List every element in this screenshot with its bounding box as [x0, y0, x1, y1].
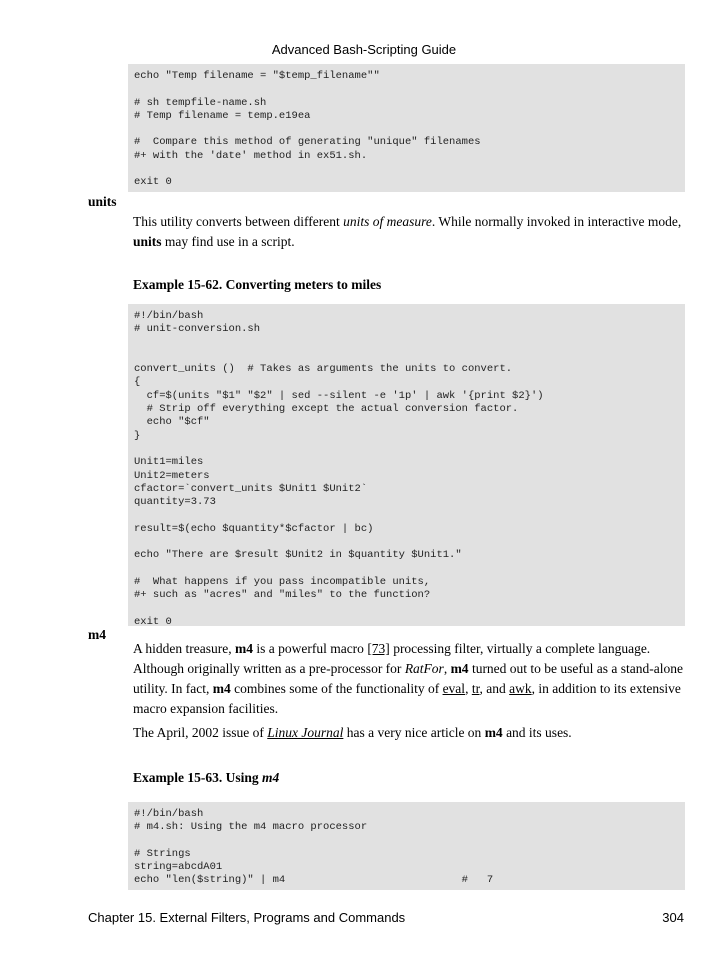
units-command-bold: units [133, 234, 162, 249]
units-of-measure-em: units of measure [343, 214, 432, 229]
m4-sep-2: , and [479, 681, 510, 696]
tr-link[interactable]: tr [471, 681, 480, 696]
m4-text-h: combines some of the functionality of [230, 681, 443, 696]
m4-bold-1: m4 [234, 641, 253, 656]
footer-chapter-title: Chapter 15. External Filters, Programs and Commands [88, 910, 406, 925]
m4-text-d: Although originally written as a pre-processor for [133, 661, 405, 676]
footer-page-number: 304 [662, 910, 684, 925]
example-15-63-prefix: Example 15-63. Using [133, 770, 263, 785]
m4-text-i: , in addition to its extensive [531, 681, 681, 696]
m4-text-c: processing filter, virtually a complete language. [389, 641, 651, 656]
m4-sep-1: , [465, 681, 472, 696]
m4-p2-bold: m4 [484, 725, 503, 740]
page-header: Advanced Bash-Scripting Guide [271, 42, 457, 57]
m4-p2-text-b: has a very nice article on [343, 725, 485, 740]
units-text-1: This utility converts between different [133, 214, 344, 229]
m4-p2-text-c: and its uses. [502, 725, 572, 740]
m4-text-b: is a powerful macro [252, 641, 368, 656]
m4-text-e: , [443, 661, 451, 676]
m4-bold-2: m4 [450, 661, 469, 676]
code-block-unit-conversion: #!/bin/bash # unit-conversion.sh convert_units () # Takes as arguments the units to convert. { cf=$(units "$1" "$2" | sed --silent -e '1p' | awk '{print $2}') # Strip off everything except the actual conversion factor. echo "$cf" } Unit1=miles Unit2=meters cfactor=`convert_units $Unit1 $Unit2` quantity=3.73 result=$(echo $quantity*$cfactor | bc) echo "There are $result $Unit2 in $quantity $Unit1." # What happens if you pass incompatible units, #+ such as "acres" and "miles" to the function? exit 0 [128, 304, 685, 626]
m4-linux-journal-paragraph [133, 723, 693, 743]
m4-p2-text-a: The April, 2002 issue of [133, 725, 268, 740]
example-15-63-title [133, 770, 279, 786]
m4-text-j: macro expansion facilities. [133, 701, 279, 716]
m4-text-f: turned out to be useful as a stand-alone [468, 661, 684, 676]
m4-text-a: A hidden treasure, [133, 641, 235, 656]
code-block-tempfile: echo "Temp filename = "$temp_filename"" # sh tempfile-name.sh # Temp filename = temp.e19ea # Compare this method of generating "unique" filenames #+ with the 'date' method in ex51.sh. exit 0 [128, 64, 685, 192]
linux-journal-link[interactable]: Linux Journal [267, 725, 344, 740]
m4-text-g: utility. In fact, [133, 681, 213, 696]
eval-link[interactable]: eval [442, 681, 466, 696]
awk-link[interactable]: awk [509, 681, 532, 696]
units-description [133, 212, 693, 252]
term-m4: m4 [88, 627, 106, 642]
units-text-3: may find use in a script. [161, 234, 295, 249]
example-15-63-em: m4 [262, 770, 280, 785]
term-units: units [88, 194, 117, 209]
ratfor-em: RatFor [404, 661, 444, 676]
m4-description [133, 639, 693, 719]
units-text-2: . While normally invoked in interactive mode, [431, 214, 682, 229]
m4-bold-3: m4 [212, 681, 231, 696]
code-block-m4: #!/bin/bash # m4.sh: Using the m4 macro processor # Strings string=abcdA01 echo "len($string)" | m4 # 7 [128, 802, 685, 890]
footnote-link-73[interactable]: [73] [367, 641, 390, 656]
example-15-62-title: Example 15-62. Converting meters to miles [133, 277, 382, 292]
